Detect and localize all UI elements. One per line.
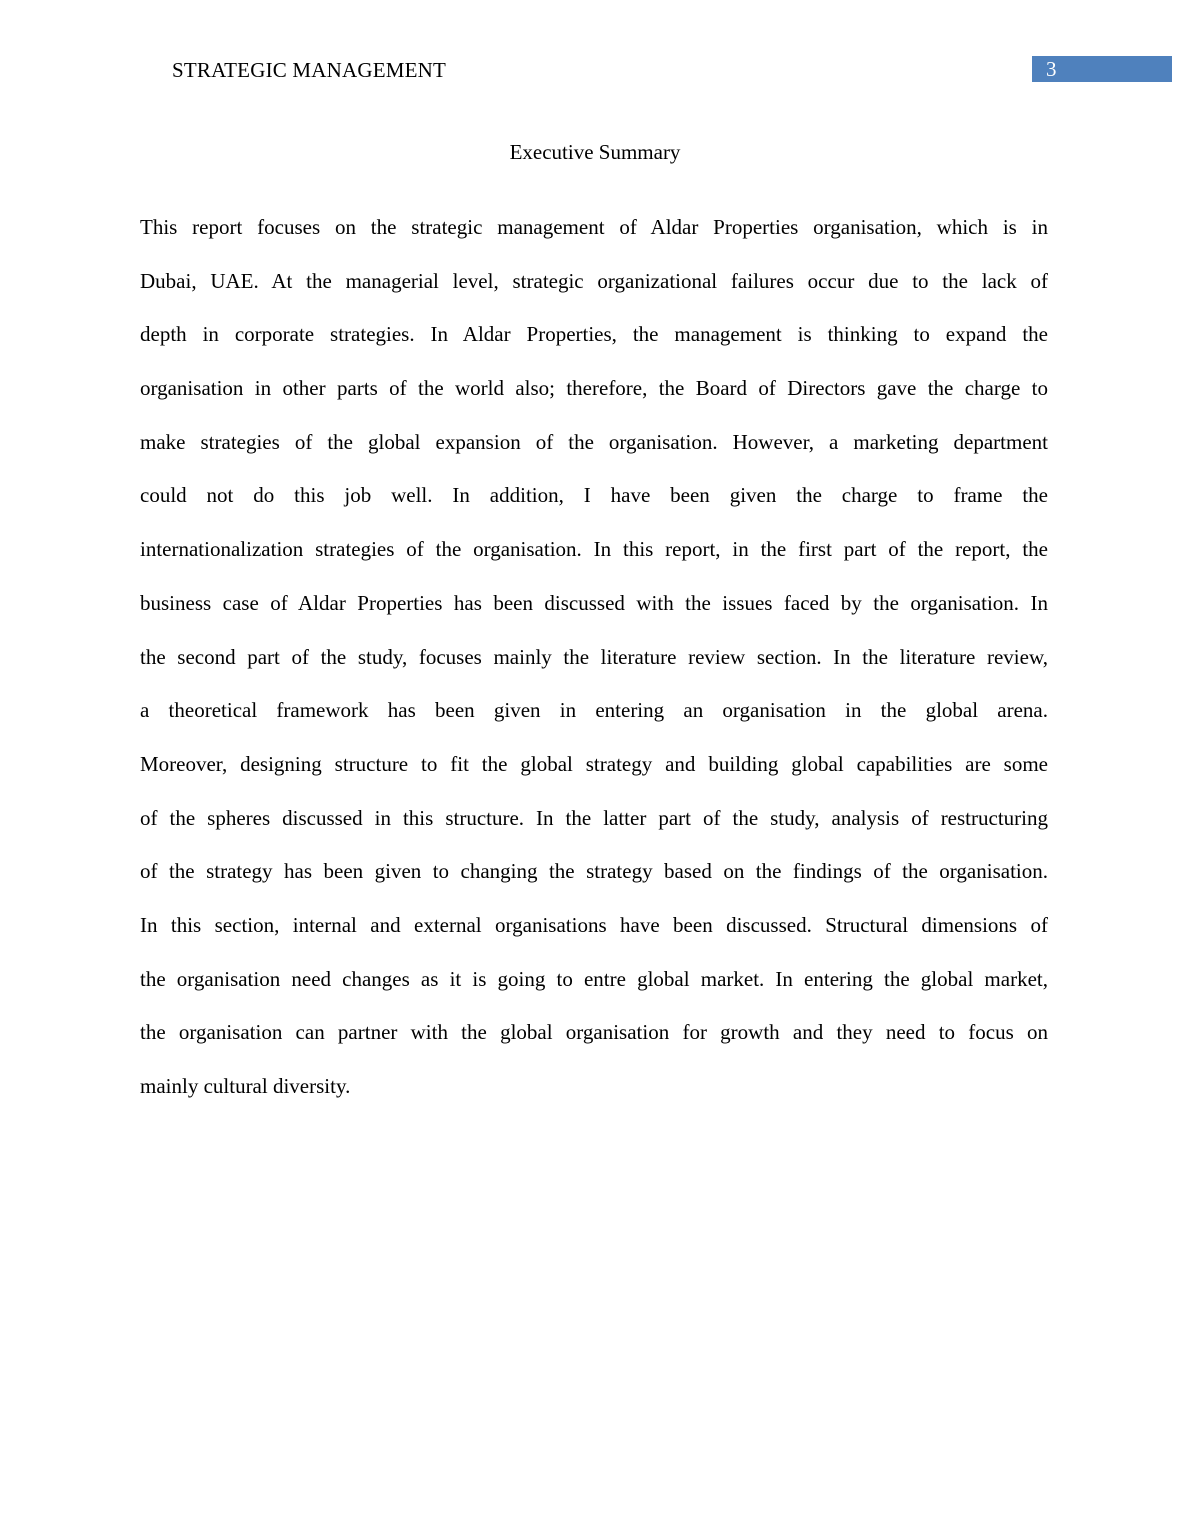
page-number: 3 bbox=[1032, 56, 1172, 82]
paragraph-line: a theoretical framework has been given in entering an organisation in the global arena. bbox=[140, 698, 1048, 723]
paragraph-line: organisation in other parts of the world also; therefore, the Board of Directors gave the charge to bbox=[140, 376, 1048, 401]
paragraph-line: In this section, internal and external organisations have been discussed. Structural dimensions of bbox=[140, 912, 1048, 937]
body-paragraph bbox=[140, 210, 1048, 1123]
paragraph-line: This report focuses on the strategic management of Aldar Properties organisation, which is in bbox=[140, 215, 1048, 239]
paragraph-line: the organisation can partner with the global organisation for growth and they need to focus on bbox=[140, 1020, 1048, 1045]
paragraph-line: Dubai, UAE. At the managerial level, strategic organizational failures occur due to the lack of bbox=[140, 268, 1048, 293]
section-title: Executive Summary bbox=[509, 140, 681, 164]
paragraph-line: the second part of the study, focuses mainly the literature review section. In the literature review, bbox=[140, 644, 1048, 669]
paragraph-line: business case of Aldar Properties has been discussed with the issues faced by the organisation. In bbox=[140, 590, 1048, 615]
paragraph-line: depth in corporate strategies. In Aldar Properties, the management is thinking to expand the bbox=[140, 322, 1048, 347]
paragraph-line: of the strategy has been given to changing the strategy based on the findings of the organisation. bbox=[140, 859, 1048, 884]
paragraph-line: the organisation need changes as it is going to entre global market. In entering the global market, bbox=[140, 966, 1048, 991]
running-header-title: STRATEGIC MANAGEMENT bbox=[172, 58, 447, 82]
paragraph-line: mainly cultural diversity. bbox=[140, 1074, 351, 1098]
paragraph-line: make strategies of the global expansion of the organisation. However, a marketing department bbox=[140, 429, 1048, 454]
paragraph-line: of the spheres discussed in this structure. In the latter part of the study, analysis of restructuring bbox=[140, 805, 1048, 830]
paragraph-line: could not do this job well. In addition, I have been given the charge to frame the bbox=[140, 483, 1048, 508]
paragraph-line: Moreover, designing structure to fit the global strategy and building global capabilities are some bbox=[140, 751, 1048, 776]
paragraph-line: internationalization strategies of the organisation. In this report, in the first part of the report, the bbox=[140, 537, 1048, 562]
